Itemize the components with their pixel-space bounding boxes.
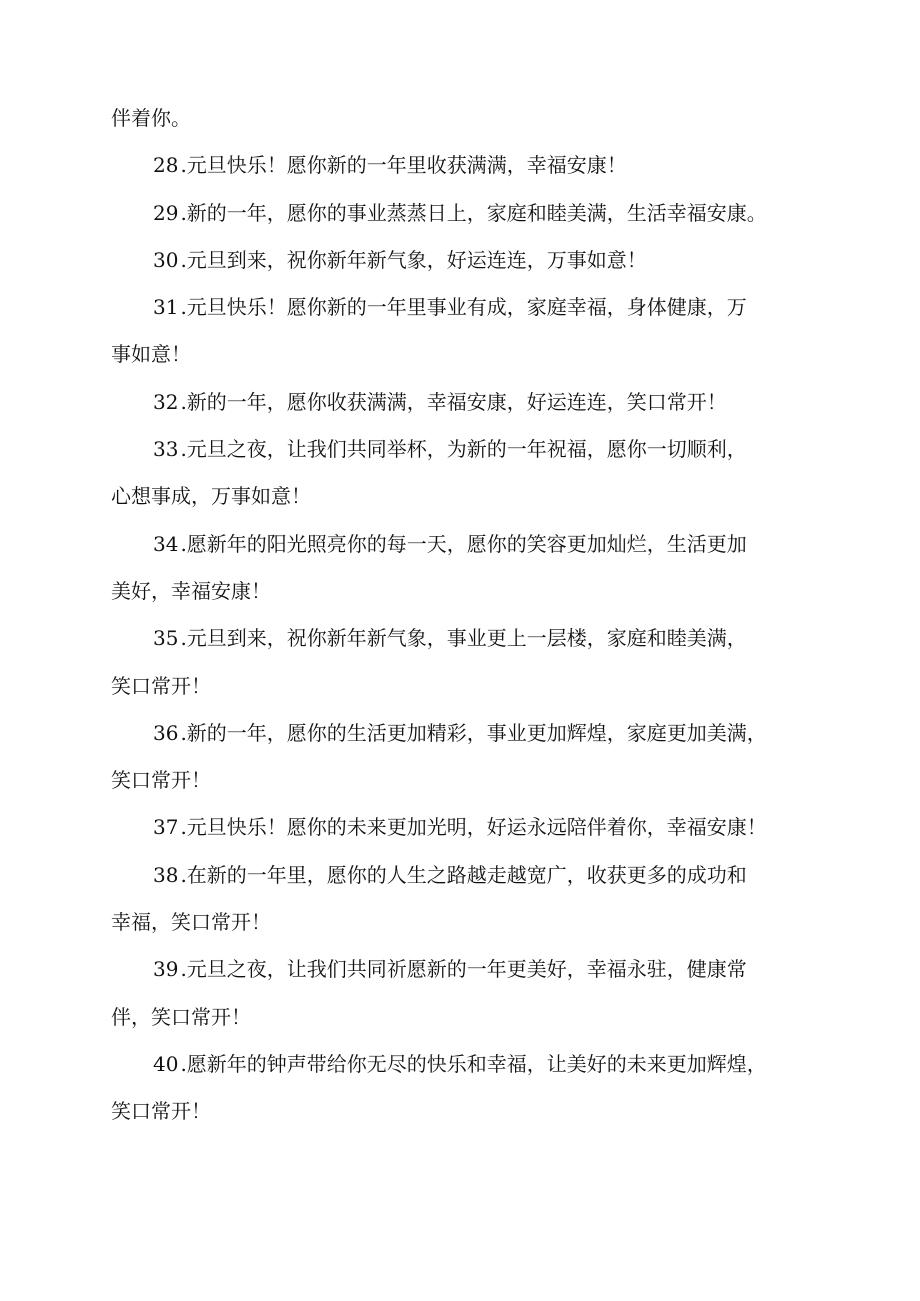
item-text: .新的一年，愿你收获满满，幸福安康，好运连连，笑口常开！ (180, 389, 727, 414)
item-text-continued: 事如意！ (111, 342, 191, 367)
item-number: 39 (153, 957, 179, 982)
list-item (111, 190, 823, 237)
continuation-line: 伴着你。 (111, 106, 191, 130)
list-item (111, 521, 823, 568)
item-number: 40 (153, 1051, 179, 1076)
item-text-continued: 笑口常开！ (111, 673, 211, 698)
item-text: .元旦到来，祝你新年新气象，好运连连，万事如意！ (180, 247, 647, 272)
item-number: 30 (153, 247, 179, 272)
item-text-continued: 心想事成，万事如意！ (111, 484, 311, 509)
item-text: .新的一年，愿你的事业蒸蒸日上，家庭和睦美满，生活幸福安康。 (180, 200, 767, 225)
item-text-continued: 笑口常开！ (111, 1099, 211, 1124)
list-item (111, 1041, 823, 1088)
item-text: .元旦快乐！愿你的未来更加光明，好运永远陪伴着你，幸福安康！ (180, 815, 767, 840)
item-text: .元旦之夜，让我们共同举杯，为新的一年祝福，愿你一切顺利， (180, 437, 747, 462)
list-item (111, 284, 823, 331)
item-number: 38 (153, 862, 179, 887)
item-text-continued: 伴，笑口常开！ (111, 1004, 251, 1029)
list-item (111, 804, 823, 851)
list-item (111, 852, 823, 899)
item-text: .在新的一年里，愿你的人生之路越走越宽广，收获更多的成功和 (180, 862, 747, 887)
list-item (111, 710, 823, 757)
greetings-text (111, 95, 823, 1136)
item-number: 28 (153, 153, 179, 178)
list-item (111, 237, 823, 284)
list-item (111, 615, 823, 662)
item-number: 34 (153, 531, 179, 556)
item-number: 36 (153, 720, 179, 745)
item-text: .愿新年的钟声带给你无尽的快乐和幸福，让美好的未来更加辉煌， (180, 1051, 767, 1076)
item-number: 31 (153, 295, 179, 320)
item-text-continued: 笑口常开！ (111, 768, 211, 793)
item-text: .元旦快乐！愿你新的一年里事业有成，家庭幸福，身体健康，万 (180, 295, 747, 320)
item-number: 32 (153, 389, 179, 414)
item-text: .元旦到来，祝你新年新气象，事业更上一层楼，家庭和睦美满， (180, 626, 747, 651)
item-text: .元旦之夜，让我们共同祈愿新的一年更美好，幸福永驻，健康常 (180, 957, 747, 982)
item-text: .愿新年的阳光照亮你的每一天，愿你的笑容更加灿烂，生活更加 (180, 531, 747, 556)
item-text-continued: 美好，幸福安康！ (111, 578, 271, 603)
item-text: .元旦快乐！愿你新的一年里收获满满，幸福安康！ (180, 153, 627, 178)
item-number: 33 (153, 437, 179, 462)
item-text-continued: 幸福，笑口常开！ (111, 910, 271, 935)
item-number: 35 (153, 626, 179, 651)
item-number: 29 (153, 200, 179, 225)
item-text: .新的一年，愿你的生活更加精彩，事业更加辉煌，家庭更加美满， (180, 720, 767, 745)
list-item (111, 426, 823, 473)
list-item (111, 946, 823, 993)
list-item (111, 379, 823, 426)
item-number: 37 (153, 815, 179, 840)
list-item (111, 142, 823, 189)
